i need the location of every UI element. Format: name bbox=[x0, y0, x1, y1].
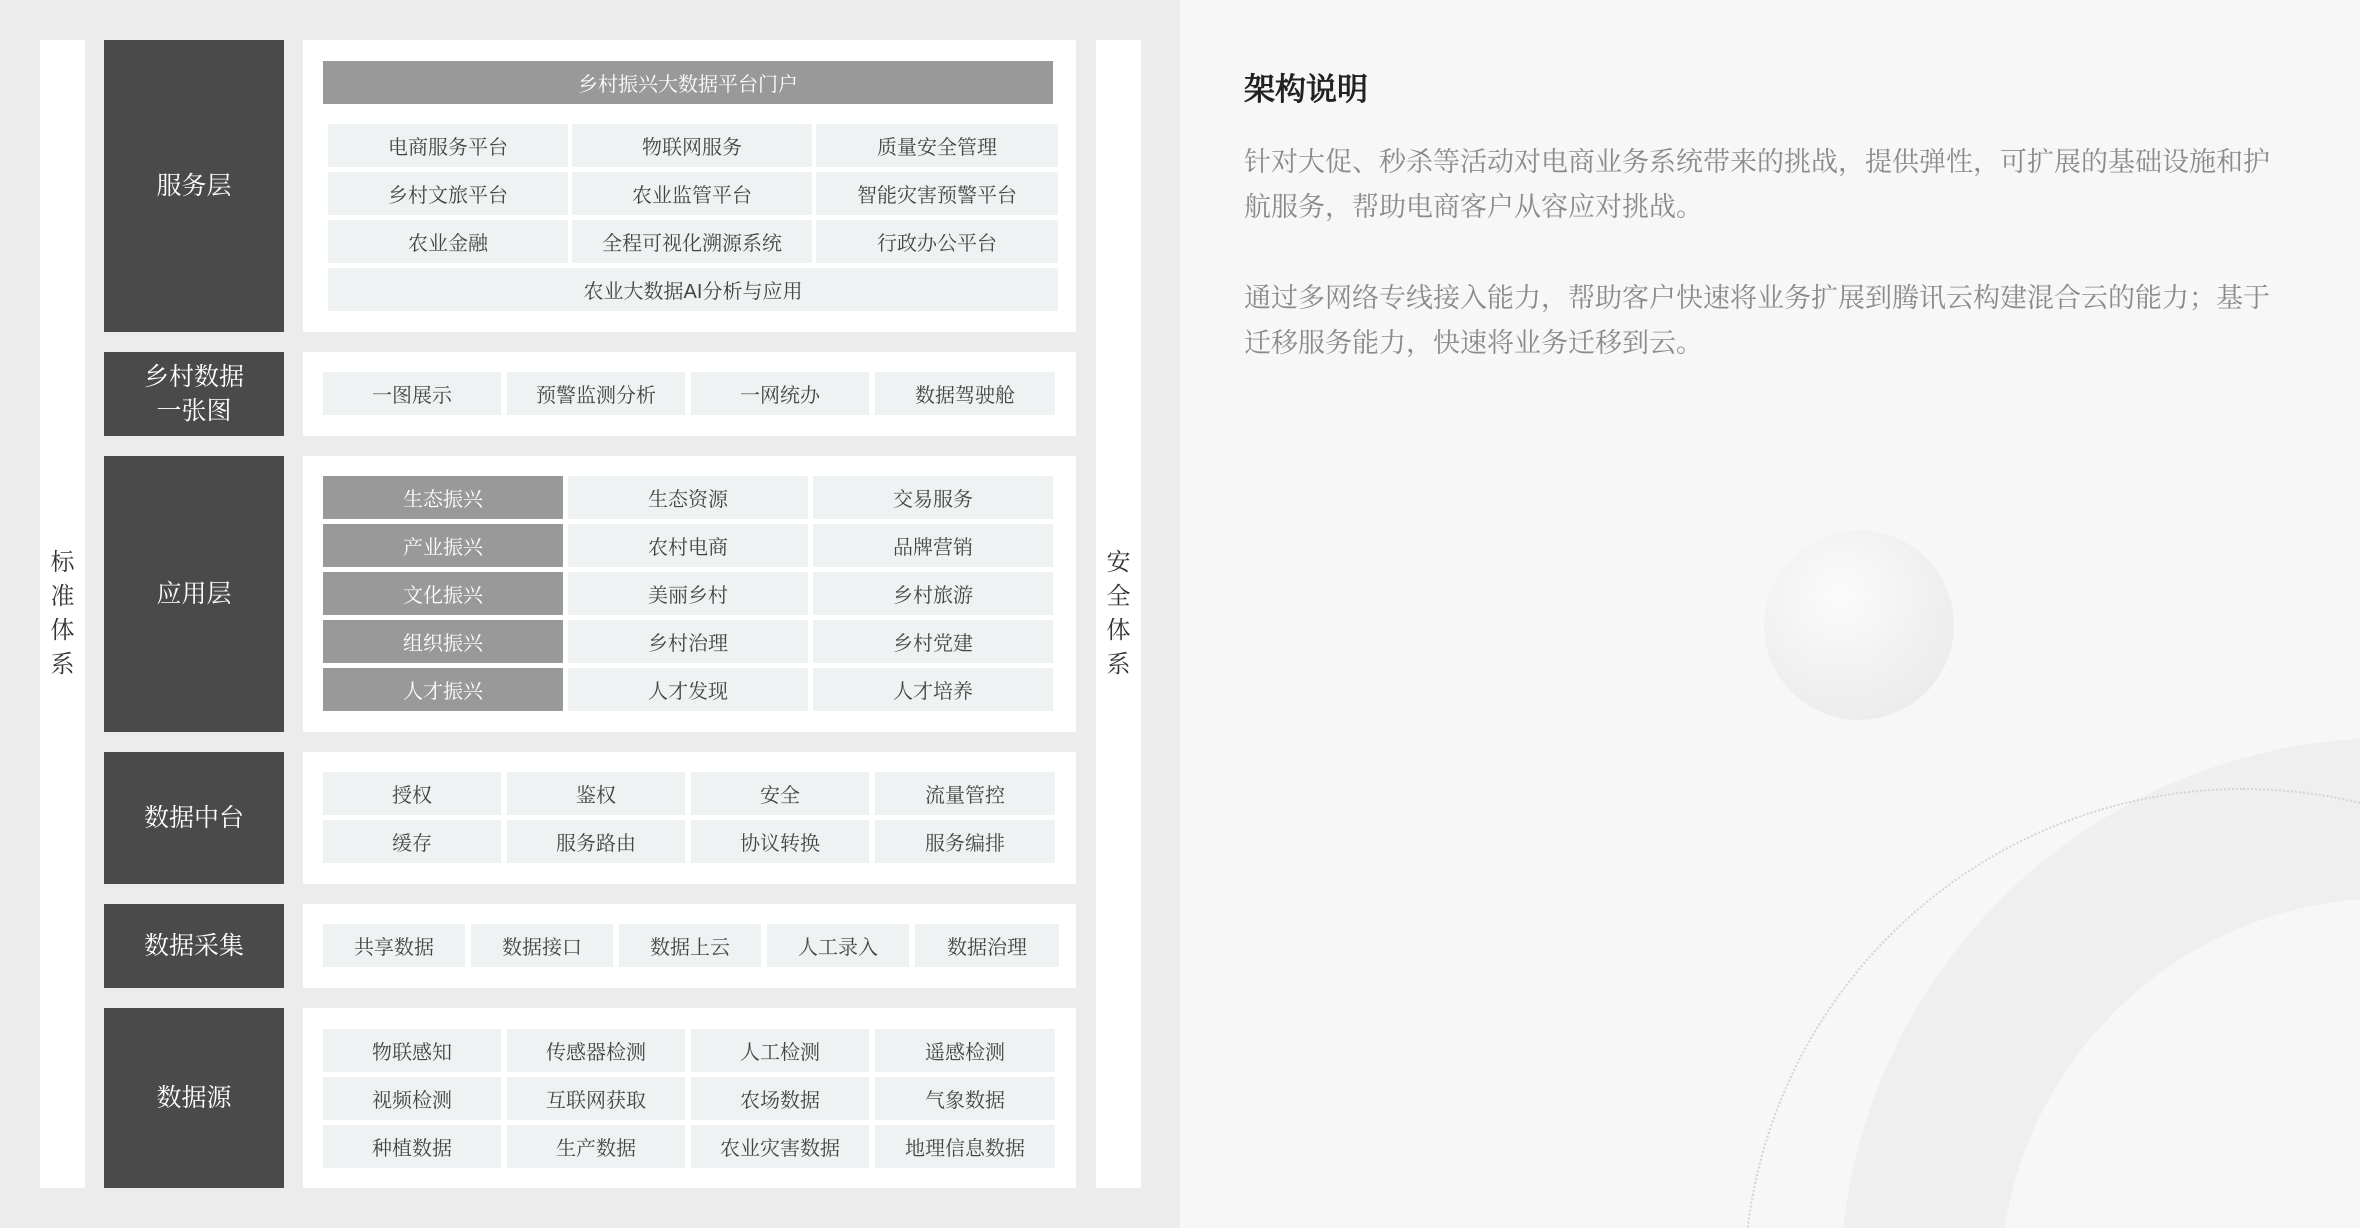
map-item: 一图展示 bbox=[323, 372, 501, 415]
application-layer-content bbox=[303, 456, 1076, 732]
service-layer-label: 服务层 bbox=[104, 40, 284, 332]
data-map-label-line1: 乡村数据 bbox=[143, 363, 244, 391]
middle-item: 协议转换 bbox=[691, 820, 869, 863]
middle-item: 服务路由 bbox=[507, 820, 685, 863]
collect-item: 人工录入 bbox=[767, 924, 909, 967]
source-item: 农场数据 bbox=[691, 1077, 869, 1120]
app-item: 农村电商 bbox=[568, 524, 808, 567]
decorative-dotted-arc bbox=[1743, 788, 2360, 1228]
source-item: 互联网获取 bbox=[507, 1077, 685, 1120]
security-system-bar bbox=[1096, 40, 1141, 1188]
app-item: 生态资源 bbox=[568, 476, 808, 519]
app-item: 品牌营销 bbox=[813, 524, 1053, 567]
source-item: 农业灾害数据 bbox=[691, 1125, 869, 1168]
data-collection-label: 数据采集 bbox=[104, 904, 284, 988]
data-map-label-line2: 一张图 bbox=[156, 397, 232, 425]
app-item: 人才发现 bbox=[568, 668, 808, 711]
source-item: 视频检测 bbox=[323, 1077, 501, 1120]
app-category: 产业振兴 bbox=[323, 524, 563, 567]
vertical-char: 全 bbox=[1106, 583, 1131, 610]
source-item: 气象数据 bbox=[875, 1077, 1055, 1120]
service-item: 乡村文旅平台 bbox=[328, 172, 568, 215]
app-item: 乡村治理 bbox=[568, 620, 808, 663]
data-map-content bbox=[303, 352, 1076, 436]
collect-item: 数据治理 bbox=[915, 924, 1059, 967]
data-middle-label: 数据中台 bbox=[104, 752, 284, 884]
app-item: 乡村党建 bbox=[813, 620, 1053, 663]
map-item: 数据驾驶舱 bbox=[875, 372, 1055, 415]
data-source-label: 数据源 bbox=[104, 1008, 284, 1188]
data-map-label bbox=[104, 352, 284, 436]
service-item: 电商服务平台 bbox=[328, 124, 568, 167]
standard-system-bar bbox=[40, 40, 85, 1188]
service-item: 质量安全管理 bbox=[816, 124, 1058, 167]
portal-bar: 乡村振兴大数据平台门户 bbox=[323, 61, 1053, 104]
middle-item: 服务编排 bbox=[875, 820, 1055, 863]
vertical-char: 体 bbox=[1106, 617, 1131, 644]
service-item: 物联网服务 bbox=[572, 124, 812, 167]
vertical-char: 体 bbox=[50, 617, 75, 644]
panel-paragraph-2: 通过多网络专线接入能力，帮助客户快速将业务扩展到腾讯云构建混合云的能力；基于迁移服务能力，快速将业务迁移到云。 bbox=[1244, 283, 2270, 358]
app-category: 组织振兴 bbox=[323, 620, 563, 663]
source-item: 种植数据 bbox=[323, 1125, 501, 1168]
service-item: 行政办公平台 bbox=[816, 220, 1058, 263]
vertical-char: 安 bbox=[1106, 549, 1131, 576]
middle-item: 安全 bbox=[691, 772, 869, 815]
panel-title: 架构说明 bbox=[1244, 72, 1368, 107]
service-layer-content bbox=[303, 40, 1076, 332]
service-item: 农业大数据AI分析与应用 bbox=[328, 268, 1058, 311]
app-category: 生态振兴 bbox=[323, 476, 563, 519]
map-item: 一网统办 bbox=[691, 372, 869, 415]
service-item: 全程可视化溯源系统 bbox=[572, 220, 812, 263]
collect-item: 数据接口 bbox=[471, 924, 613, 967]
data-collection-content bbox=[303, 904, 1076, 988]
collect-item: 共享数据 bbox=[323, 924, 465, 967]
middle-item: 缓存 bbox=[323, 820, 501, 863]
vertical-char: 系 bbox=[50, 651, 75, 678]
source-item: 地理信息数据 bbox=[875, 1125, 1055, 1168]
vertical-char: 系 bbox=[1106, 651, 1131, 678]
app-item: 乡村旅游 bbox=[813, 572, 1053, 615]
source-item: 人工检测 bbox=[691, 1029, 869, 1072]
source-item: 物联感知 bbox=[323, 1029, 501, 1072]
description-panel bbox=[1180, 0, 2360, 1228]
panel-paragraph-1: 针对大促、秒杀等活动对电商业务系统带来的挑战，提供弹性，可扩展的基础设施和护航服务，帮助电商客户从容应对挑战。 bbox=[1244, 147, 2270, 222]
vertical-char: 标 bbox=[50, 549, 75, 576]
service-item: 农业监管平台 bbox=[572, 172, 812, 215]
app-item: 交易服务 bbox=[813, 476, 1053, 519]
decorative-sphere bbox=[1764, 530, 1954, 720]
middle-item: 流量管控 bbox=[875, 772, 1055, 815]
service-item: 智能灾害预警平台 bbox=[816, 172, 1058, 215]
security-system-label bbox=[1107, 546, 1131, 682]
data-middle-content bbox=[303, 752, 1076, 884]
collect-item: 数据上云 bbox=[619, 924, 761, 967]
middle-item: 鉴权 bbox=[507, 772, 685, 815]
source-item: 遥感检测 bbox=[875, 1029, 1055, 1072]
application-layer-label: 应用层 bbox=[104, 456, 284, 732]
source-item: 传感器检测 bbox=[507, 1029, 685, 1072]
app-item: 人才培养 bbox=[813, 668, 1053, 711]
middle-item: 授权 bbox=[323, 772, 501, 815]
vertical-char: 准 bbox=[50, 583, 75, 610]
app-item: 美丽乡村 bbox=[568, 572, 808, 615]
service-item: 农业金融 bbox=[328, 220, 568, 263]
source-item: 生产数据 bbox=[507, 1125, 685, 1168]
map-item: 预警监测分析 bbox=[507, 372, 685, 415]
app-category: 人才振兴 bbox=[323, 668, 563, 711]
app-category: 文化振兴 bbox=[323, 572, 563, 615]
data-source-content bbox=[303, 1008, 1076, 1188]
standard-system-label bbox=[51, 546, 75, 682]
